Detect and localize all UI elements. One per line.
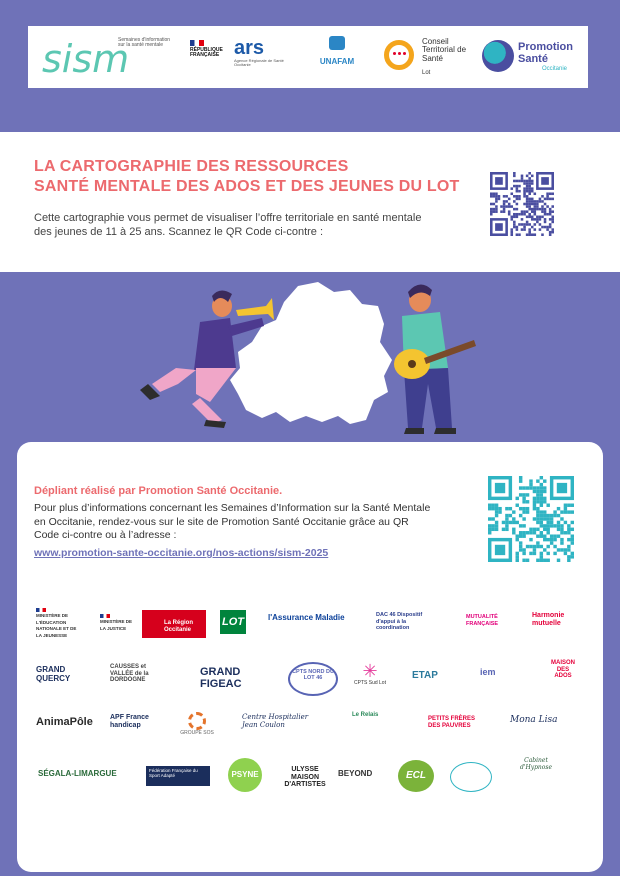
ars-wordmark: ars xyxy=(234,37,265,59)
promotion-sante-circle-icon xyxy=(482,40,514,72)
promotion-sante-region: Occitanie xyxy=(542,66,568,72)
partner-logo-segala-limargue: SÉGALA-LIMARGUE xyxy=(38,769,117,778)
partner-logo-apf: APF France handicap xyxy=(110,714,149,729)
partner-logo-grand-figeac: GRAND FIGEAC xyxy=(200,666,242,691)
lot-department-map xyxy=(230,282,392,424)
sos-circle-icon xyxy=(188,712,206,730)
sism-logo xyxy=(42,32,172,82)
ars-logo xyxy=(234,38,284,67)
partner-logo-iem: iem xyxy=(480,667,496,677)
partner-logo-groupe-sos: GROUPE SOS xyxy=(172,712,222,737)
cts-dot-icon xyxy=(398,52,401,55)
cartography-qr-code[interactable] xyxy=(490,172,554,236)
partner-logo-etap: ETAP xyxy=(412,670,438,681)
leg-shape xyxy=(196,368,236,402)
partner-logo-justice: MINISTÈRE DE LA JUSTICE xyxy=(100,614,136,632)
republique-text: RÉPUBLIQUE FRANÇAISE xyxy=(190,47,223,59)
website-qr-code[interactable] xyxy=(488,476,574,562)
shoe-shape xyxy=(204,420,226,428)
guitar-player-figure xyxy=(394,284,476,434)
partner-logo-lot: LOT xyxy=(220,610,246,634)
info-title: Dépliant réalisé par Promotion Santé Occitanie. xyxy=(34,485,283,497)
partner-logo-ulysse: ULYSSE MAISON D'ARTISTES xyxy=(284,766,326,789)
partner-logo-assurance-maladie: l'Assurance Maladie xyxy=(268,613,345,622)
unafam-people-icon xyxy=(329,36,345,50)
partner-logo-mutualite: MUTUALITÉ FRANÇAISE xyxy=(466,614,499,627)
partner-logo-sport-adapte: Fédération Française du Sport Adapté xyxy=(146,766,210,786)
cts-name: Conseil Territorial de Santé xyxy=(422,37,467,63)
marianne-flag-icon xyxy=(190,40,204,46)
republique-logo xyxy=(190,40,230,59)
cts-region: Lot xyxy=(422,70,431,76)
partner-logo-mona-lisa: Mona Lisa xyxy=(510,715,558,725)
flag-icon xyxy=(100,614,110,618)
partner-logo-cabinet-hypnose: Cabinet d'Hypnose xyxy=(519,757,553,771)
unafam-logo xyxy=(312,36,362,69)
partner-logo-beyond: BEYOND xyxy=(338,769,373,778)
illustration xyxy=(0,272,620,442)
info-text: Pour plus d’informations concernant les Semaines d’Information sur la Santé Mentale en Occitanie, rendez-vous sur le site de Promotion Santé Occitanie grâce au QR Code ci-contre ou à l’adresse : xyxy=(34,502,431,541)
trumpet-icon xyxy=(236,298,274,320)
cts-logo xyxy=(384,36,474,80)
shoe-shape xyxy=(404,428,424,434)
flag-icon xyxy=(36,608,46,612)
partner-logo-maison-ados: MAISON DES ADOS xyxy=(551,660,575,680)
partner-logo-grand-quercy: GRAND QUERCY xyxy=(36,665,71,683)
partner-logo-education: MINISTÈRE DE L'ÉDUCATION NATIONALE ET DE LA JEUNESSE xyxy=(36,608,80,639)
unafam-text: UNAFAM xyxy=(319,57,355,66)
leg-shape xyxy=(152,368,196,392)
cts-bubble-icon xyxy=(384,40,414,70)
intro-text: Cette cartographie vous permet de visualiser l’offre territoriale en santé mentale des jeunes de 11 à 25 ans. Scannez le QR Code ci-contre : xyxy=(34,212,422,238)
star-icon: ✳ xyxy=(362,661,378,681)
partner-logo-animapole: AnimaPôle xyxy=(36,716,93,728)
cts-dot-icon xyxy=(393,52,396,55)
partner-logo-petits-freres: PETITS FRÈRES DES PAUVRES xyxy=(428,716,476,729)
partner-logo-bar xyxy=(28,26,588,88)
ars-caption: Agence Régionale de Santé Occitanie xyxy=(234,58,284,68)
promotion-sante-name: Promotion Santé xyxy=(518,41,573,65)
partner-logo-le-relais: Le Relais xyxy=(352,712,379,718)
partner-logo-causses-vallee: CAUSSES et VALLÉE de la DORDOGNE xyxy=(110,664,149,684)
sism-wordmark: sism xyxy=(42,37,130,81)
partner-logo-dac46: DAC 46 Dispositif d'appui à la coordination xyxy=(376,612,423,632)
page-title-line2: SANTÉ MENTALE DES ADOS ET DES JEUNES DU LOT xyxy=(34,178,460,195)
shoe-shape xyxy=(434,428,456,434)
partner-logo-circle-teal xyxy=(450,762,492,792)
website-link[interactable]: www.promotion-sante-occitanie.org/nos-actions/sism-2025 xyxy=(34,547,329,559)
sism-caption: Semaines d'information sur la santé mentale xyxy=(118,37,171,49)
promotion-sante-logo xyxy=(482,38,586,78)
partner-logo-harmonie: Harmonie mutuelle xyxy=(532,612,565,627)
cts-dot-icon xyxy=(403,52,406,55)
partner-logo-psyne: PSYNE xyxy=(228,758,262,792)
partner-logo-ecl: ECL xyxy=(398,760,434,792)
partner-logo-ch-jean-coulon: Centre Hospitalier Jean Coulon xyxy=(242,713,309,729)
guitar-hole-icon xyxy=(408,360,416,368)
partner-logo-cpts-sud: ✳ CPTS Sud Lot xyxy=(350,662,390,687)
partner-logo-cpts-nord: CPTS NORD DU LOT 46 xyxy=(288,662,338,696)
page-title-line1: LA CARTOGRAPHIE DES RESSOURCES xyxy=(34,158,349,175)
partner-logo-region-occitanie: La Région Occitanie xyxy=(142,610,206,638)
